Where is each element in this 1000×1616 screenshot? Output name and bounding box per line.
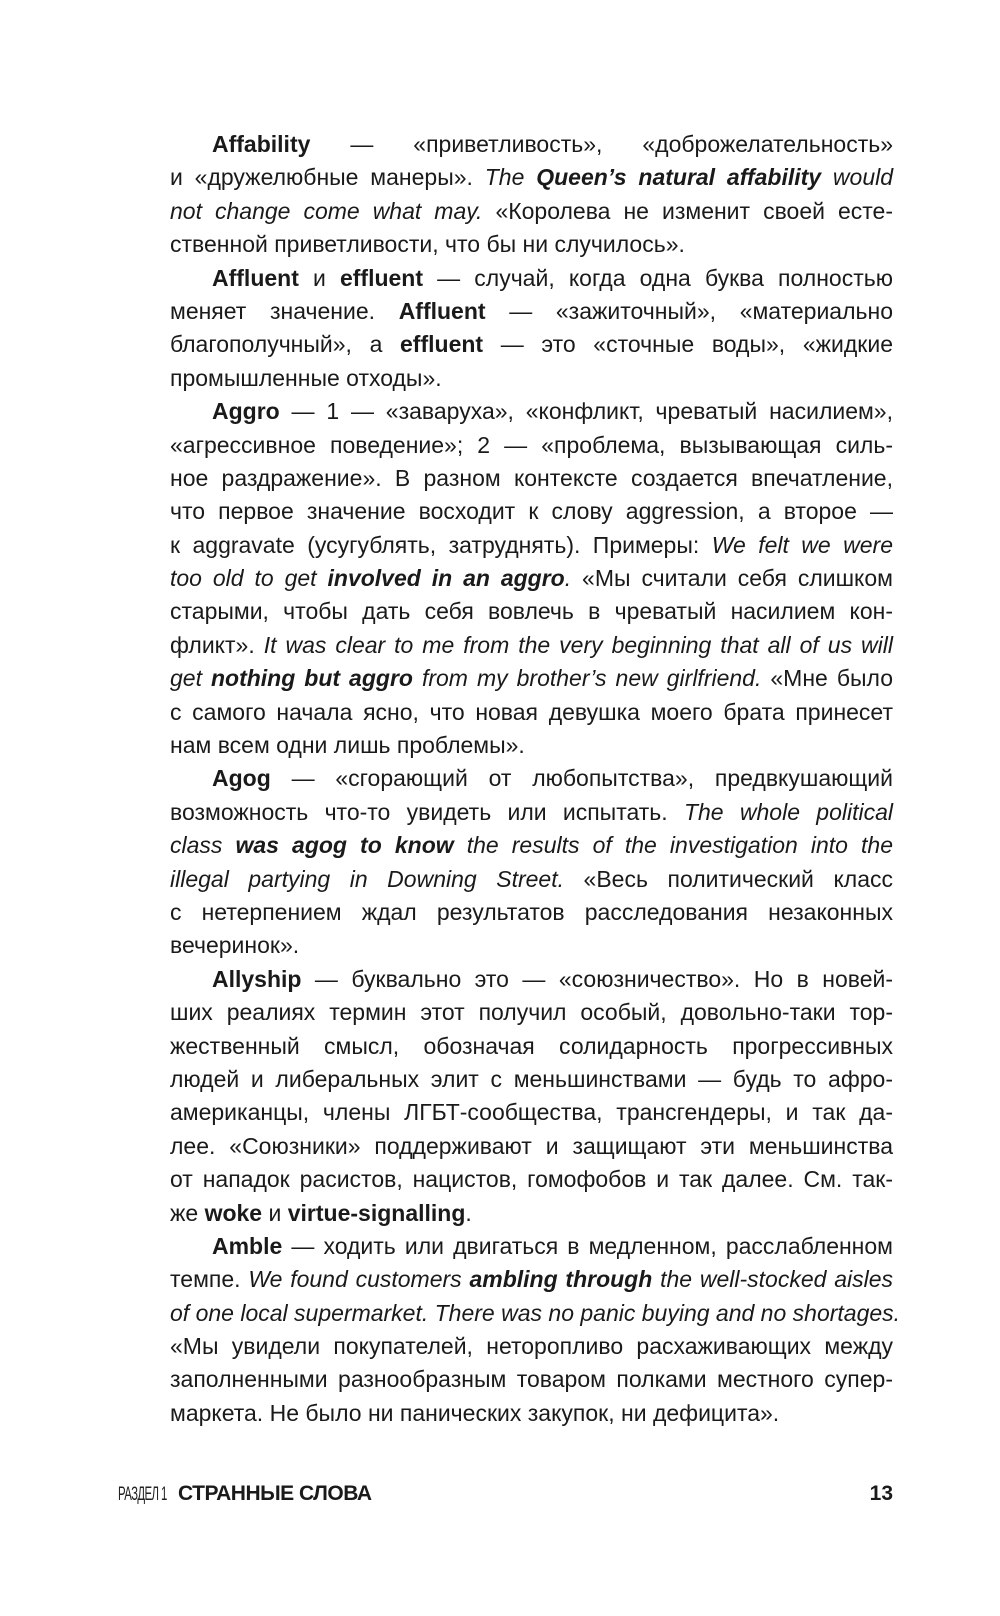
text-run: «Мне было <box>761 665 893 692</box>
example-run: . <box>564 565 572 592</box>
text-run: ное раздражение». В разном контексте создается впечатление, <box>170 464 893 491</box>
example-run: from my brother’s new girlfriend. <box>412 665 762 692</box>
example-run: of one local supermarket. There was no panic buying and no shortages. <box>170 1299 901 1326</box>
dictionary-entry <box>170 128 893 262</box>
text-run: от нападок расистов, нацистов, гомофобов и так далее. См. так- <box>170 1166 893 1193</box>
text-line <box>170 1096 893 1129</box>
text-line <box>170 629 893 662</box>
text-run: с самого начала ясно, что новая девушка моего брата принесет <box>170 698 893 725</box>
text-line <box>170 829 893 862</box>
text-line <box>170 595 893 628</box>
text-run: — случай, когда одна буква полностью <box>423 264 893 291</box>
text-run: же <box>170 1199 205 1226</box>
text-line <box>170 1130 893 1163</box>
headword: Agog <box>212 765 271 792</box>
headword: effluent <box>339 264 424 291</box>
example-run: It was clear to me from the very beginning that all of us will <box>263 631 893 658</box>
text-line <box>170 1030 893 1063</box>
text-run: промышленные отходы». <box>170 364 442 391</box>
text-line <box>170 796 893 829</box>
headword: Affluent <box>212 264 299 291</box>
text-run: — это «сточные воды», «жидкие <box>483 331 893 358</box>
headword: Affability <box>212 131 311 157</box>
example-run: nothing but aggro <box>210 665 413 692</box>
example-run: the results of the investigation into the <box>453 832 893 859</box>
text-line <box>170 228 893 261</box>
text-line <box>170 1063 893 1096</box>
text-line <box>170 295 893 328</box>
example-run: involved in an aggro <box>327 565 565 592</box>
example-run: We felt we were <box>711 531 893 558</box>
text-line <box>170 1263 893 1296</box>
text-line <box>170 362 893 395</box>
text-line <box>170 195 893 228</box>
text-run: людей и либеральных элит с меньшинствами — будь то афро- <box>170 1065 893 1092</box>
text-line <box>170 462 893 495</box>
text-run: маркета. Не было ни панических закупок, ни дефицита». <box>170 1399 780 1426</box>
text-run: — 1 — «заваруха», «конфликт, чреватый насилием», <box>279 398 893 425</box>
text-run: — буквально это — «союзничество». Но в новей- <box>301 965 893 992</box>
example-run: We found customers <box>248 1266 470 1293</box>
section-label: РАЗДЕЛ 1 <box>118 1484 167 1505</box>
headword: Affluent <box>398 297 486 324</box>
dictionary-entry <box>170 395 893 762</box>
text-line <box>170 495 893 528</box>
section-title: СТРАННЫЕ СЛОВА <box>178 1482 372 1505</box>
text-run: «агрессивное поведение»; 2 — «проблема, вызывающая силь- <box>170 431 893 458</box>
text-run: меняет значение. <box>170 297 399 324</box>
text-line <box>170 1163 893 1196</box>
headword: woke <box>204 1199 263 1226</box>
text-run: . <box>465 1199 472 1226</box>
text-line <box>170 1297 901 1330</box>
text-run: жественный смысл, обозначая солидарность прогрессивных <box>170 1032 893 1059</box>
example-run: would <box>821 164 894 191</box>
text-line <box>170 1330 893 1363</box>
text-line <box>170 929 893 962</box>
dictionary-entry <box>170 963 893 1230</box>
headword: Amble <box>212 1232 283 1259</box>
text-run: с нетерпением ждал результатов расследования незаконных <box>170 898 893 925</box>
text-line <box>170 262 893 295</box>
text-run: вечеринок». <box>170 932 300 959</box>
page-number: 13 <box>869 1482 893 1505</box>
text-run: «Весь политический класс <box>563 865 893 892</box>
page-footer <box>118 1480 893 1510</box>
text-line <box>170 1197 893 1230</box>
text-run: и <box>262 1199 288 1226</box>
example-run: get <box>170 665 211 692</box>
body-text <box>170 128 901 1430</box>
text-line <box>170 529 893 562</box>
text-run: — ходить или двигаться в медленном, расслабленном <box>282 1232 893 1259</box>
example-run: The whole political <box>683 798 893 825</box>
example-run: Queen’s natural affability <box>536 164 822 191</box>
text-run: ственной приветливости, что бы ни случилось». <box>170 231 685 258</box>
example-run: class <box>170 832 236 859</box>
text-line <box>170 1230 893 1263</box>
text-run: нам всем одни лишь проблемы». <box>170 732 525 759</box>
text-run: ших реалиях термин этот получил особый, довольно-таки тор- <box>170 999 893 1026</box>
text-run: темпе. <box>170 1266 249 1293</box>
dictionary-entry <box>170 762 893 962</box>
text-line <box>170 395 893 428</box>
text-run: «Мы увидели покупателей, неторопливо расхаживающих между <box>170 1333 893 1360</box>
text-run: — «приветливость», «доброжелательность» <box>310 131 893 157</box>
text-line <box>170 562 893 595</box>
text-line <box>170 963 893 996</box>
text-run: «Мы считали себя слишком <box>571 565 893 592</box>
example-run: not change come what may. <box>170 197 483 224</box>
headword: effluent <box>400 331 484 358</box>
example-run: too old to get <box>170 565 328 592</box>
headword: virtue-signalling <box>287 1199 466 1226</box>
text-line <box>170 662 893 695</box>
text-run: — «зажиточный», «материально <box>485 297 893 324</box>
text-run: — «сгорающий от любопытства», предвкушающий <box>270 765 893 792</box>
text-run: к aggravate (усугублять, затруднять). Примеры: <box>170 531 712 558</box>
text-run: что первое значение восходит к слову aggression, а второе — <box>170 498 893 525</box>
text-line <box>170 328 893 361</box>
text-line <box>170 762 893 795</box>
dictionary-entry <box>170 1230 901 1430</box>
text-run: старыми, чтобы дать себя вовлечь в чреватый насилием кон- <box>170 598 893 625</box>
text-run: и «дружелюбные манеры». <box>170 164 485 191</box>
text-run: американцы, члены ЛГБТ-сообщества, трансгендеры, и так да- <box>170 1099 893 1126</box>
text-line <box>170 896 893 929</box>
text-line <box>170 1363 893 1396</box>
example-run: illegal partying in Downing Street. <box>170 865 564 892</box>
example-run: the well-stocked aisles <box>652 1266 893 1293</box>
text-run: благополучный», а <box>170 331 401 358</box>
example-run: The <box>484 164 537 191</box>
text-line <box>170 1397 893 1430</box>
text-run: заполненными разнообразным товаром полками местного супер- <box>170 1366 893 1393</box>
example-run: ambling through <box>469 1266 653 1293</box>
headword: Allyship <box>212 965 302 992</box>
text-line <box>170 696 893 729</box>
text-run: «Королева не изменит своей есте- <box>482 197 893 224</box>
text-run: лее. «Союзники» поддерживают и защищают эти меньшинства <box>170 1132 893 1159</box>
text-line <box>170 128 893 161</box>
example-run: was agog to know <box>235 832 454 859</box>
text-line <box>170 863 893 896</box>
text-run: возможность что-то увидеть или испытать. <box>170 798 684 825</box>
text-line <box>170 161 893 194</box>
text-line <box>170 996 893 1029</box>
text-run: фликт». <box>170 631 264 658</box>
headword: Aggro <box>212 398 280 425</box>
text-line <box>170 729 893 762</box>
text-run: и <box>298 264 340 291</box>
text-line <box>170 429 893 462</box>
dictionary-entry <box>170 262 893 396</box>
